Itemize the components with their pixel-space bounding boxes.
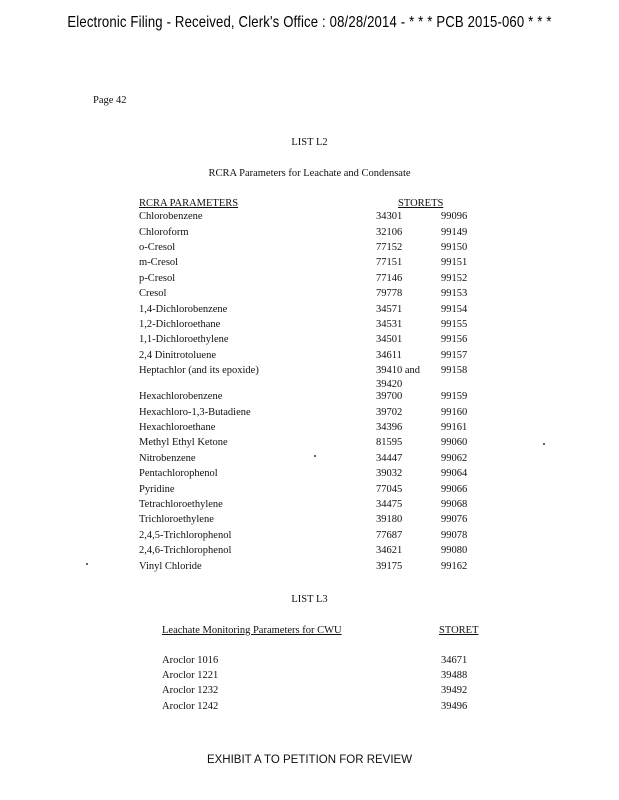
storet-code-2: 99096 [441, 211, 468, 222]
storet-code-1: 77152 [376, 242, 403, 253]
table-row [0, 530, 619, 545]
table-row [0, 334, 619, 349]
storet-code-2: 99154 [441, 304, 468, 315]
parameter-name: Trichloroethylene [139, 514, 214, 525]
parameter-name: 2,4 Dinitrotoluene [139, 350, 216, 361]
table-row [0, 468, 619, 483]
parameter-name: Chlorobenzene [139, 211, 203, 222]
table-row [0, 365, 619, 390]
parameter-name: Aroclor 1016 [162, 655, 219, 666]
storet-code-1: 34447 [376, 453, 403, 464]
parameter-name: Hexachloroethane [139, 422, 216, 433]
storet-code-1: 34611 [376, 350, 402, 361]
page-number: Page 42 [93, 95, 127, 106]
storet-code: 39496 [441, 701, 468, 712]
parameter-name: Tetrachloroethylene [139, 499, 223, 510]
storet-code-2: 99156 [441, 334, 468, 345]
storet-code-2: 99149 [441, 227, 468, 238]
parameter-name: Vinyl Chloride [139, 561, 202, 572]
table-row [0, 407, 619, 422]
storet-code-1: 39032 [376, 468, 403, 479]
parameter-name: Nitrobenzene [139, 453, 196, 464]
storet-code-1: 39700 [376, 391, 403, 402]
table-row [0, 319, 619, 334]
storet-code-2: 99162 [441, 561, 468, 572]
table-row [0, 545, 619, 560]
table-row [0, 350, 619, 365]
parameter-name: m-Cresol [139, 257, 179, 268]
table-row [0, 484, 619, 499]
storet-code-1: 77151 [376, 257, 403, 268]
storet-code-2: 99161 [441, 422, 468, 433]
storet-code-2: 99157 [441, 350, 468, 361]
table-row [0, 499, 619, 514]
parameter-name: 1,2-Dichloroethane [139, 319, 221, 330]
storet-code-2: 99153 [441, 288, 468, 299]
scan-speck [314, 455, 316, 457]
table-row [0, 701, 619, 716]
parameter-name: Aroclor 1232 [162, 685, 219, 696]
table-row [0, 273, 619, 288]
storet-code-1-continued: 39420 [376, 379, 403, 390]
storet-code: 39492 [441, 685, 468, 696]
table-row [0, 211, 619, 226]
storet-code-2: 99155 [441, 319, 468, 330]
storet-code-2: 99062 [441, 453, 468, 464]
table-row [0, 288, 619, 303]
storet-code-2: 99066 [441, 484, 468, 495]
parameter-name: 2,4,5-Trichlorophenol [139, 530, 232, 541]
storet-code-1: 77687 [376, 530, 403, 541]
parameter-name: o-Cresol [139, 242, 176, 253]
storet-code-1: 81595 [376, 437, 403, 448]
storet-code-2: 99152 [441, 273, 468, 284]
storet-code-1: 34501 [376, 334, 403, 345]
parameter-name: Methyl Ethyl Ketone [139, 437, 228, 448]
storet-code-1: 34531 [376, 319, 403, 330]
storet-code-2: 99068 [441, 499, 468, 510]
storet-code-1: 77045 [376, 484, 403, 495]
storet-code-2: 99158 [441, 365, 468, 376]
table-row [0, 422, 619, 437]
table-row [0, 304, 619, 319]
table-row [0, 453, 619, 468]
table-row [0, 391, 619, 406]
storet-code-1: 34621 [376, 545, 403, 556]
parameter-name: p-Cresol [139, 273, 176, 284]
parameter-name: Chloroform [139, 227, 189, 238]
parameter-name: Hexachlorobenzene [139, 391, 223, 402]
storet-code-2: 99060 [441, 437, 468, 448]
filing-header: Electronic Filing - Received, Clerk's Office : 08/28/2014 - * * * PCB 2015-060 * * * [67, 14, 552, 31]
parameter-name: Aroclor 1221 [162, 670, 219, 681]
storet-code-2: 99078 [441, 530, 468, 541]
table-row [0, 561, 619, 576]
list-l3-title: LIST L3 [291, 594, 328, 605]
parameter-name: Cresol [139, 288, 167, 299]
list-l2-title: LIST L2 [291, 137, 328, 148]
table-row [0, 670, 619, 685]
table-row [0, 257, 619, 272]
storet-code-1: 77146 [376, 273, 403, 284]
rcra-parameters-header: RCRA PARAMETERS [139, 198, 239, 209]
storet-code-2: 99151 [441, 257, 468, 268]
table-row [0, 227, 619, 242]
storet-code-2: 99150 [441, 242, 468, 253]
storet-code-1: 34396 [376, 422, 403, 433]
storet-header: STORET [439, 625, 479, 636]
exhibit-footer: EXHIBIT A TO PETITION FOR REVIEW [206, 754, 413, 766]
table-row [0, 655, 619, 670]
list-l2-subtitle: RCRA Parameters for Leachate and Condensate [208, 168, 411, 179]
storet-code-2: 99064 [441, 468, 468, 479]
parameter-name: 1,1-Dichloroethylene [139, 334, 229, 345]
storet-code-1: 39180 [376, 514, 403, 525]
parameter-name: 2,4,6-Trichlorophenol [139, 545, 232, 556]
storet-code: 39488 [441, 670, 468, 681]
storet-code-1: 39702 [376, 407, 403, 418]
storet-code-1: 79778 [376, 288, 403, 299]
parameter-name: Hexachloro-1,3-Butadiene [139, 407, 251, 418]
storet-code-1: 39175 [376, 561, 403, 572]
parameter-name: Aroclor 1242 [162, 701, 219, 712]
table-row [0, 685, 619, 700]
table-row [0, 437, 619, 452]
storet-code-2: 99076 [441, 514, 468, 525]
storet-code-2: 99159 [441, 391, 468, 402]
parameter-name: Heptachlor (and its epoxide) [139, 365, 259, 376]
table-row [0, 514, 619, 529]
storet-code-2: 99080 [441, 545, 468, 556]
table-row [0, 242, 619, 257]
leachate-parameters-header: Leachate Monitoring Parameters for CWU [162, 625, 342, 636]
storet-code-1: 34301 [376, 211, 403, 222]
storets-header: STORETS [398, 198, 444, 209]
parameter-name: Pentachlorophenol [139, 468, 218, 479]
storet-code-1: 34475 [376, 499, 403, 510]
storet-code-2: 99160 [441, 407, 468, 418]
storet-code: 34671 [441, 655, 468, 666]
scan-speck [543, 443, 545, 445]
storet-code-1: 39410 and [376, 365, 421, 376]
parameter-name: 1,4-Dichlorobenzene [139, 304, 228, 315]
parameter-name: Pyridine [139, 484, 175, 495]
storet-code-1: 32106 [376, 227, 403, 238]
scan-speck [86, 563, 88, 565]
storet-code-1: 34571 [376, 304, 403, 315]
